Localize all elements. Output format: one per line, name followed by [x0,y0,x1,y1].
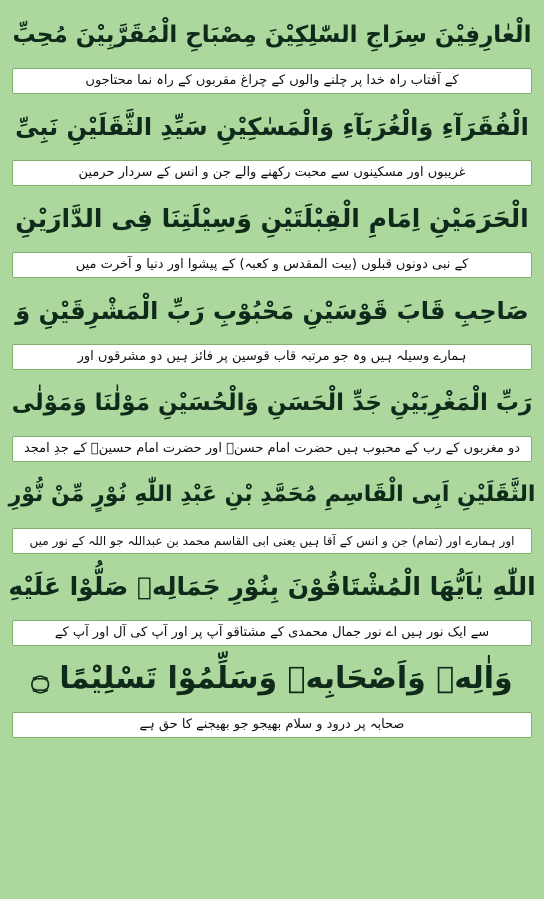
urdu-translation-2: غریبوں اور مسکینوں سے محبت رکھنے والے جن و انس کے سردار حرمین [12,160,532,186]
urdu-translation-6: اور ہمارے اور (تمام) جن و انس کے آقا ہیں یعنی ابی القاسم محمد بن عبداللہ جو اللہ کے نور میں [12,528,532,554]
arabic-line-5: رَبِّ الْمَغْرِبَیْنِ جَدِّ الْحَسَنِ وَالْحُسَیْنِ مَوْلٰنَا وَمَوْلٰی [11,390,533,416]
urdu-translation-4: ہمارے وسیلہ ہیں وہ جو مرتبہ قاب قوسین پر فائز ہیں دو مشرقوں اور [12,344,532,370]
arabic-line-8: وَاٰلِهٖ وَاَصْحَابِهٖ وَسَلِّمُوْا تَسْلِیْمًا ۝ [31,661,513,696]
urdu-translation-7: سے ایک نور ہیں اے نور جمال محمدی کے مشتاقو آپ پر اور آپ کی آل اور آپ کے [12,620,532,646]
urdu-translation-1: کے آفتاب راہ خدا پر چلنے والوں کے چراغ مقربوں کے راہ نما محتاجوں [12,68,532,94]
arabic-line-7: اللّٰهِ یٰاَیُّهَا الْمُشْتَاقُوْنَ بِنُوْرِ جَمَالِهٖ صَلُّوْا عَلَیْهِ [8,572,536,601]
arabic-line-6: الثَّقَلَیْنِ اَبِی الْقَاسِمِ مُحَمَّدِ بْنِ عَبْدِ اللّٰهِ نُوْرٍ مِّنْ نُّوْرِ [8,482,536,507]
urdu-translation-5: دو مغربوں کے رب کے محبوب ہیں حضرت امام حسنؓ اور حضرت امام حسینؓ کے جدِ امجد [12,436,532,462]
arabic-line-4: صَاحِبِ قَابَ قَوْسَیْنِ مَحْبُوْبِ رَبِّ الْمَشْرِقَیْنِ وَ [15,297,529,325]
arabic-line-2: الْفُقَرَآءِ وَالْغُرَبَآءِ وَالْمَسٰکِیْنِ سَیِّدِ الثَّقَلَیْنِ نَبِیِّ [15,113,529,141]
arabic-line-3: الْحَرَمَیْنِ اِمَامِ الْقِبْلَتَیْنِ وَسِیْلَتِنَا فِی الدَّارَیْنِ [15,204,529,233]
arabic-line-1: الْعٰارِفِیْنَ سِرَاجِ السّٰلِکِیْنَ مِصْبَاحِ الْمُقَرَّبِیْنَ مُحِبِّ [12,22,532,48]
urdu-translation-3: کے نبی دونوں قبلوں (بیت المقدس و کعبہ) کے پیشوا اور دنیا و آخرت میں [12,252,532,278]
urdu-translation-8: صحابہ پر درود و سلام بھیجو جو بھیجنے کا حق ہے [12,712,532,738]
